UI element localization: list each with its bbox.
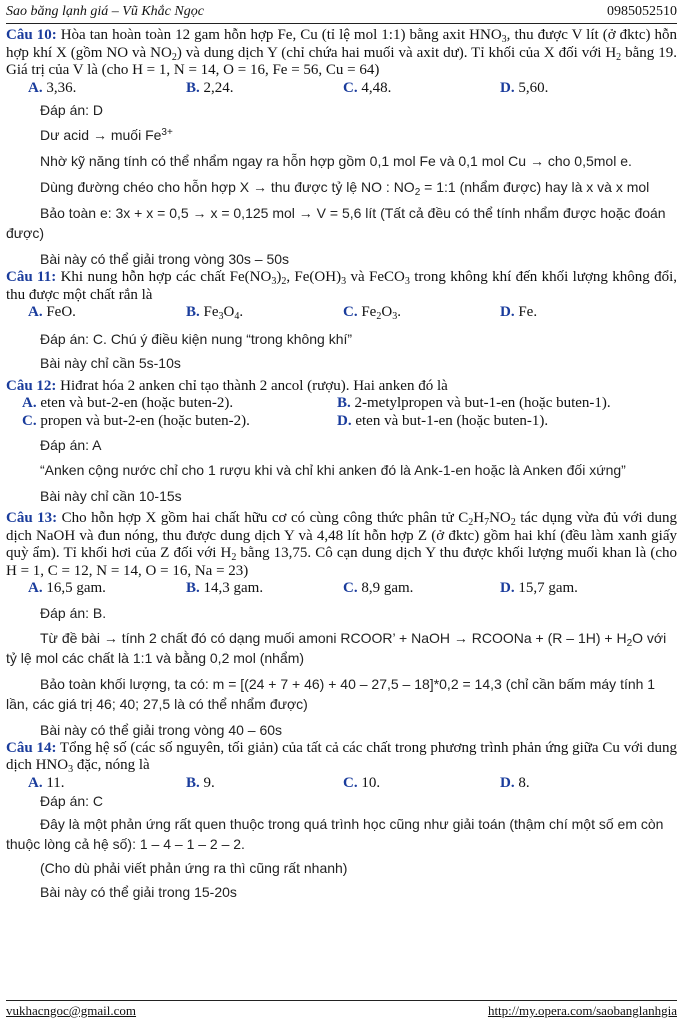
option-key: A.	[28, 580, 43, 596]
option-c	[343, 304, 500, 322]
option-value: 8,9 gam.	[357, 580, 414, 596]
subscript: 3	[392, 311, 398, 322]
subscript: 4	[234, 311, 240, 322]
question-text: ) và dung dịch Y (chỉ chứa hai muối và axit dư). Tỉ khối của X đối với H	[176, 44, 617, 61]
option-c	[343, 775, 500, 793]
explanation-text: Dư acid → muối Fe	[40, 127, 162, 143]
subscript: 2	[626, 637, 633, 649]
question-10	[6, 27, 677, 80]
option-value: eten và but-2-en (hoặc buten-2).	[36, 395, 234, 411]
options-q12	[6, 395, 677, 430]
subscript: 2	[468, 517, 474, 528]
question-11	[6, 269, 677, 304]
option-value: 15,7 gam.	[514, 580, 578, 596]
option-value: Fe	[199, 304, 219, 320]
explanation-text: Dùng đường chéo cho hỗn hợp X → thu được tỷ lệ NO : NO	[40, 179, 415, 195]
question-text: Hiđrat hóa 2 anken chỉ tạo thành 2 ancol (rượu). Hai anken đó là	[56, 377, 448, 394]
subscript: 2	[231, 552, 237, 563]
option-value: 14,3 gam.	[199, 580, 264, 596]
subscript: 2	[616, 51, 622, 63]
option-d	[337, 413, 653, 431]
time-note: Bài này có thể giải trong vòng 30s – 50s	[40, 251, 290, 267]
option-value: 8.	[514, 774, 530, 791]
subscript: 3	[68, 764, 74, 775]
question-text: Hòa tan hoàn toàn 12 gam hỗn hợp Fe, Cu (tỉ lệ mol 1:1) bằng axit HNO	[56, 27, 502, 43]
options-q14	[6, 775, 677, 793]
option-key: B.	[186, 774, 200, 791]
option-value: 3,36.	[42, 79, 77, 96]
option-b	[186, 775, 343, 793]
option-value: eten và but-1-en (hoặc buten-1).	[351, 412, 549, 429]
question-text: )	[276, 269, 282, 285]
explanation	[6, 177, 677, 197]
option-a	[6, 395, 337, 413]
option-a	[6, 80, 186, 98]
subscript: 2	[171, 51, 177, 63]
question-text: bằng 13,75. Cô cạn dung dịch Y thu được khối lượng muối khan là (cho H = 1, C = 12, N = 14, O = 16, Na = 23)	[6, 545, 677, 579]
option-b	[337, 395, 653, 413]
option-b	[186, 304, 343, 322]
explanation-text: Từ đề bài → tính 2 chất đó có dạng muối amoni RCOOR’ + NaOH → RCOONa + (R – 1H) + H	[40, 629, 627, 646]
option-key: A.	[28, 774, 43, 791]
options-q10	[6, 80, 677, 98]
explanation: (Cho dù phải viết phản ứng ra thì cũng rất nhanh)	[40, 860, 348, 876]
subscript: 3	[218, 311, 224, 322]
option-key: B.	[186, 304, 200, 320]
header-title: Sao băng lạnh giá – Vũ Khắc Ngọc	[6, 4, 204, 19]
option-key: C.	[22, 412, 37, 429]
question-text: , Fe(OH)	[286, 269, 342, 285]
question-text: trong không khí đến khối lượng không đổi, thu được một chất rắn là	[6, 269, 678, 303]
option-value: 11.	[42, 774, 65, 791]
subscript: 3	[501, 34, 507, 45]
question-text: NO	[489, 510, 511, 526]
question-text: đặc, nóng là	[73, 757, 150, 773]
question-number: Câu 13:	[6, 510, 58, 526]
subscript: 3	[271, 276, 277, 287]
option-value: Fe.	[514, 304, 538, 320]
superscript: 3+	[161, 127, 173, 138]
time-note: Bài này chỉ cần 10-15s	[40, 488, 182, 504]
subscript: 2	[414, 187, 421, 198]
question-12	[6, 378, 677, 396]
options-q13	[6, 580, 677, 598]
header-phone: 0985052510	[607, 4, 677, 19]
question-text: Tổng hệ số (các số nguyên, tối giản) của tất cả các chất trong phương trình phản ứng giữa Cu với dung dịch HNO	[6, 739, 677, 773]
footer-website-link[interactable]: http://my.opera.com/saobanglanhgia	[487, 1003, 677, 1018]
explanation: Bảo toàn khối lượng, ta có: m = [(24 + 7 + 46) + 40 – 27,5 – 18]*0,2 = 14,3 (chỉ cần bấm máy tính 1 lần, các giá trị 46; 40; 27,5 là có thể nhẩm được)	[6, 675, 656, 712]
option-key: B.	[337, 395, 351, 411]
question-13	[6, 510, 677, 580]
option-key: B.	[186, 580, 200, 596]
explanation: Bảo toàn e: 3x + x = 0,5 → x = 0,125 mol → V = 5,6 lít (Tất cả đều có thể tính nhẩm được hoặc đoán được)	[6, 205, 666, 241]
explanation	[6, 125, 677, 145]
option-key: A.	[28, 79, 43, 96]
subscript: 3	[341, 276, 347, 287]
question-text: bằng 19. Giá trị của V là (cho H = 1, N = 14, O = 16, Fe = 56, Cu = 64)	[6, 44, 677, 78]
question-number: Câu 11:	[6, 269, 57, 285]
option-key: D.	[500, 774, 515, 791]
subscript: 2	[281, 276, 287, 287]
subscript: 3	[404, 276, 410, 287]
option-a	[6, 304, 186, 322]
question-number: Câu 12:	[6, 377, 57, 394]
option-b	[186, 80, 343, 98]
option-value: O	[381, 304, 393, 320]
option-value: .	[239, 304, 244, 320]
answer-q13: Đáp án: B.	[40, 604, 107, 621]
question-text: và FeCO	[346, 269, 405, 285]
answer-q10: Đáp án: D	[40, 102, 104, 118]
answer-q14: Đáp án: C	[40, 793, 104, 809]
subscript: 2	[376, 311, 382, 322]
question-text: Khi nung hỗn hợp các chất Fe(NO	[56, 269, 272, 285]
time-note: Bài này có thể giải trong 15-20s	[40, 884, 237, 900]
footer-email-link[interactable]: vukhacngoc@gmail.com	[6, 1003, 137, 1018]
option-value: propen và but-2-en (hoặc buten-2).	[36, 412, 250, 429]
question-14	[6, 740, 677, 775]
answer-q11: Đáp án: C. Chú ý điều kiện nung “trong không khí”	[40, 330, 353, 347]
explanation: “Anken cộng nước chỉ cho 1 rượu khi và chỉ khi anken đó là Ank-1-en hoặc là Anken đối xứng”	[40, 462, 626, 478]
option-key: C.	[343, 774, 358, 791]
option-key: C.	[343, 304, 358, 320]
page-header	[6, 3, 677, 24]
option-b	[186, 580, 343, 598]
option-c	[343, 580, 500, 598]
option-value: 9.	[199, 774, 215, 791]
option-c	[6, 413, 337, 431]
option-d	[500, 580, 657, 598]
explanation-text: O với tỷ lệ mol các chất là 1:1 và bằng 0,2 mol (nhẩm)	[6, 629, 667, 666]
time-note: Bài này chỉ cần 5s-10s	[40, 354, 181, 371]
option-value: 2,24.	[199, 79, 234, 96]
option-key: A.	[28, 304, 43, 320]
explanation: Nhờ kỹ năng tính có thể nhẩm ngay ra hỗn hợp gồm 0,1 mol Fe và 0,1 mol Cu → cho 0,5mol e.	[40, 153, 632, 169]
option-key: D.	[500, 580, 515, 596]
option-value: 5,60.	[514, 79, 549, 96]
option-d	[500, 80, 657, 98]
question-number: Câu 14:	[6, 739, 57, 756]
option-value: 10.	[357, 774, 381, 791]
option-key: A.	[22, 395, 37, 411]
question-number: Câu 10:	[6, 27, 57, 43]
question-text: , thu được V lít (ở đktc) hỗn hợp khí X (gồm NO và NO	[6, 27, 677, 61]
option-d	[500, 304, 657, 322]
option-key: D.	[500, 79, 515, 96]
option-a	[6, 580, 186, 598]
explanation	[6, 628, 677, 668]
option-d	[500, 775, 657, 793]
time-note: Bài này có thể giải trong vòng 40 – 60s	[40, 721, 283, 738]
option-a	[6, 775, 186, 793]
question-text: Cho hỗn hợp X gồm hai chất hữu cơ có cùng công thức phân tử C	[57, 510, 469, 526]
option-value: Fe	[357, 304, 377, 320]
subscript: 7	[484, 517, 490, 528]
option-key: C.	[343, 580, 358, 596]
option-value: FeO.	[42, 304, 76, 320]
page-content	[6, 27, 677, 902]
explanation: Đây là một phản ứng rất quen thuộc trong quá trình học cũng như giải toán (thậm chí một số em còn thuộc lòng cả hệ số): 1 – 4 – 1 – 2 – 2.	[6, 816, 664, 852]
page-footer	[6, 1000, 677, 1021]
question-text: tác dụng vừa đủ với dung dịch NaOH và đun nóng, thu được dung dịch Y và 4,48 lít hỗn hợp Z (ở đktc) gồm hai khí (đều làm xanh giấy quỳ ẩm). Tỉ khối hơi của Z đối với H	[6, 510, 677, 561]
option-key: C.	[343, 79, 358, 96]
option-value: 4,48.	[357, 79, 392, 96]
option-key: D.	[500, 304, 515, 320]
option-value: 2-metylpropen và but-1-en (hoặc buten-1).	[350, 395, 611, 411]
explanation-text: = 1:1 (nhẩm được) hay là x và x mol	[420, 179, 650, 195]
option-value: O	[223, 304, 235, 320]
options-q11	[6, 304, 677, 322]
question-text: H	[473, 510, 485, 526]
option-value: 16,5 gam.	[42, 580, 106, 596]
answer-q12: Đáp án: A	[40, 437, 102, 453]
option-value: .	[397, 304, 401, 320]
option-key: B.	[186, 79, 200, 96]
option-c	[343, 80, 500, 98]
subscript: 2	[510, 517, 516, 528]
option-key: D.	[337, 412, 352, 429]
